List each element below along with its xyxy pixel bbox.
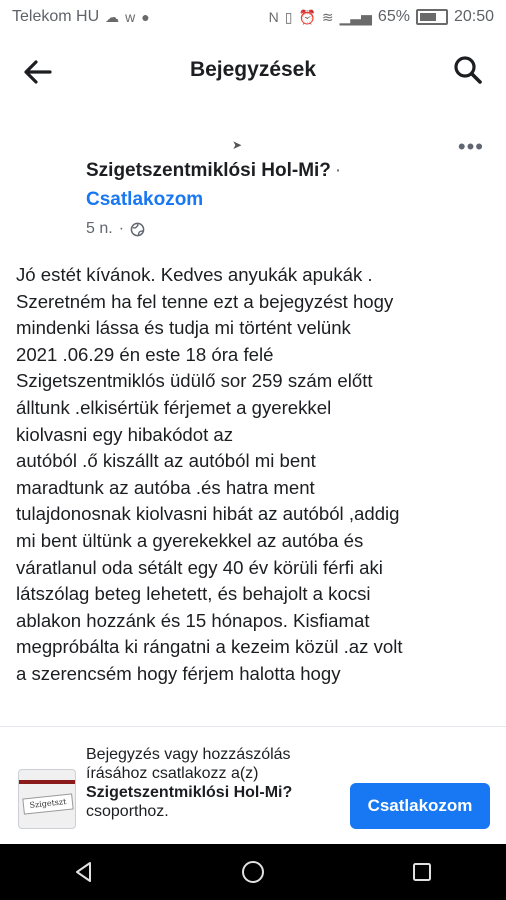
status-right <box>269 8 494 26</box>
notification-w-icon: w <box>125 9 136 25</box>
nfc-icon: N <box>268 9 279 25</box>
signal-icon: ▁▃▅ <box>339 8 372 25</box>
app-bar <box>0 34 506 108</box>
join-prompt-bar <box>0 726 506 845</box>
join-text-line4: csoporthoz. <box>86 803 169 820</box>
page-title: Bejegyzések <box>189 58 317 81</box>
post-meta <box>86 220 145 238</box>
battery-icon <box>416 9 448 25</box>
nav-recents-button[interactable] <box>402 852 442 892</box>
post-header <box>0 120 506 260</box>
system-nav-bar <box>0 844 506 900</box>
post-body-text: Jó estét kívánok. Kedves anyukák apukák . Szeretném ha fel tenne ezt a bejegyzést hogy mindenki lássa és tudja mi történt velünk 2021 .06.29 én este 18 óra felé Szigetszentmiklós üdülő sor 259 szám előtt álltunk .elkisértük férjemet a gyerekkel kiolvasni egy hibakódot az autóból .ő kiszállt az autóból mi bent maradtunk az autóba .és hatra ment tulajdonosnak kiolvasni hibát az autóból ,addig mi bent ültünk a gyerekekkel az autóba és váratlanul oda sétált egy 40 év körüli férfi aki látszólag beteg lehetett, és behajolt a kocsi ablakon hozzánk és 15 hónapos. Kisfiamat megpróbálta ki rángatni a kezeim közül .az volt a szerencsém hogy férjem halotta hogy <box>16 264 403 684</box>
join-text-line2: írásához csatlakozz a(z) <box>86 765 259 782</box>
triangle-back-icon <box>72 860 96 884</box>
join-text-group <box>86 783 346 802</box>
post-timestamp[interactable]: 5 n. <box>86 220 113 237</box>
cloud-icon: ☁ <box>105 8 120 25</box>
meta-dot: · <box>118 220 125 237</box>
clock: 20:50 <box>453 8 494 25</box>
group-thumbnail <box>18 769 76 829</box>
more-options-button[interactable] <box>458 134 484 160</box>
carrier-label: Telekom HU <box>12 8 100 25</box>
wifi-icon: ≋ <box>321 8 334 25</box>
join-button[interactable]: Csatlakozom <box>350 783 490 829</box>
thumb-stripe <box>19 780 75 784</box>
battery-percent: 65% <box>377 8 410 25</box>
group-name: Szigetszentmiklósi Hol-Mi? <box>86 160 331 181</box>
status-left <box>12 8 150 26</box>
dot-separator: · <box>334 160 342 181</box>
chat-icon: ● <box>141 9 150 25</box>
nav-home-button[interactable] <box>233 852 273 892</box>
alarm-icon: ⏰ <box>298 8 316 25</box>
square-recents-icon <box>410 860 434 884</box>
status-bar <box>0 0 506 34</box>
search-icon <box>450 52 486 88</box>
more-horizontal-icon: ••• <box>457 134 484 159</box>
vibrate-icon: ▯ <box>284 8 293 25</box>
join-group-link[interactable]: Csatlakozom <box>86 189 204 210</box>
circle-home-icon <box>240 859 266 885</box>
nav-back-button[interactable] <box>64 852 104 892</box>
search-button[interactable] <box>450 52 486 88</box>
group-name-link[interactable] <box>86 160 341 182</box>
join-prompt-text <box>86 745 346 821</box>
thumb-sign: Szigetszt <box>22 793 73 814</box>
cursor-arrow-icon: ➤ <box>232 138 243 152</box>
globe-icon <box>130 222 145 237</box>
join-group-name: Szigetszentmiklósi Hol-Mi? <box>86 784 293 801</box>
join-text-line1: Bejegyzés vagy hozzászólás <box>86 746 291 763</box>
